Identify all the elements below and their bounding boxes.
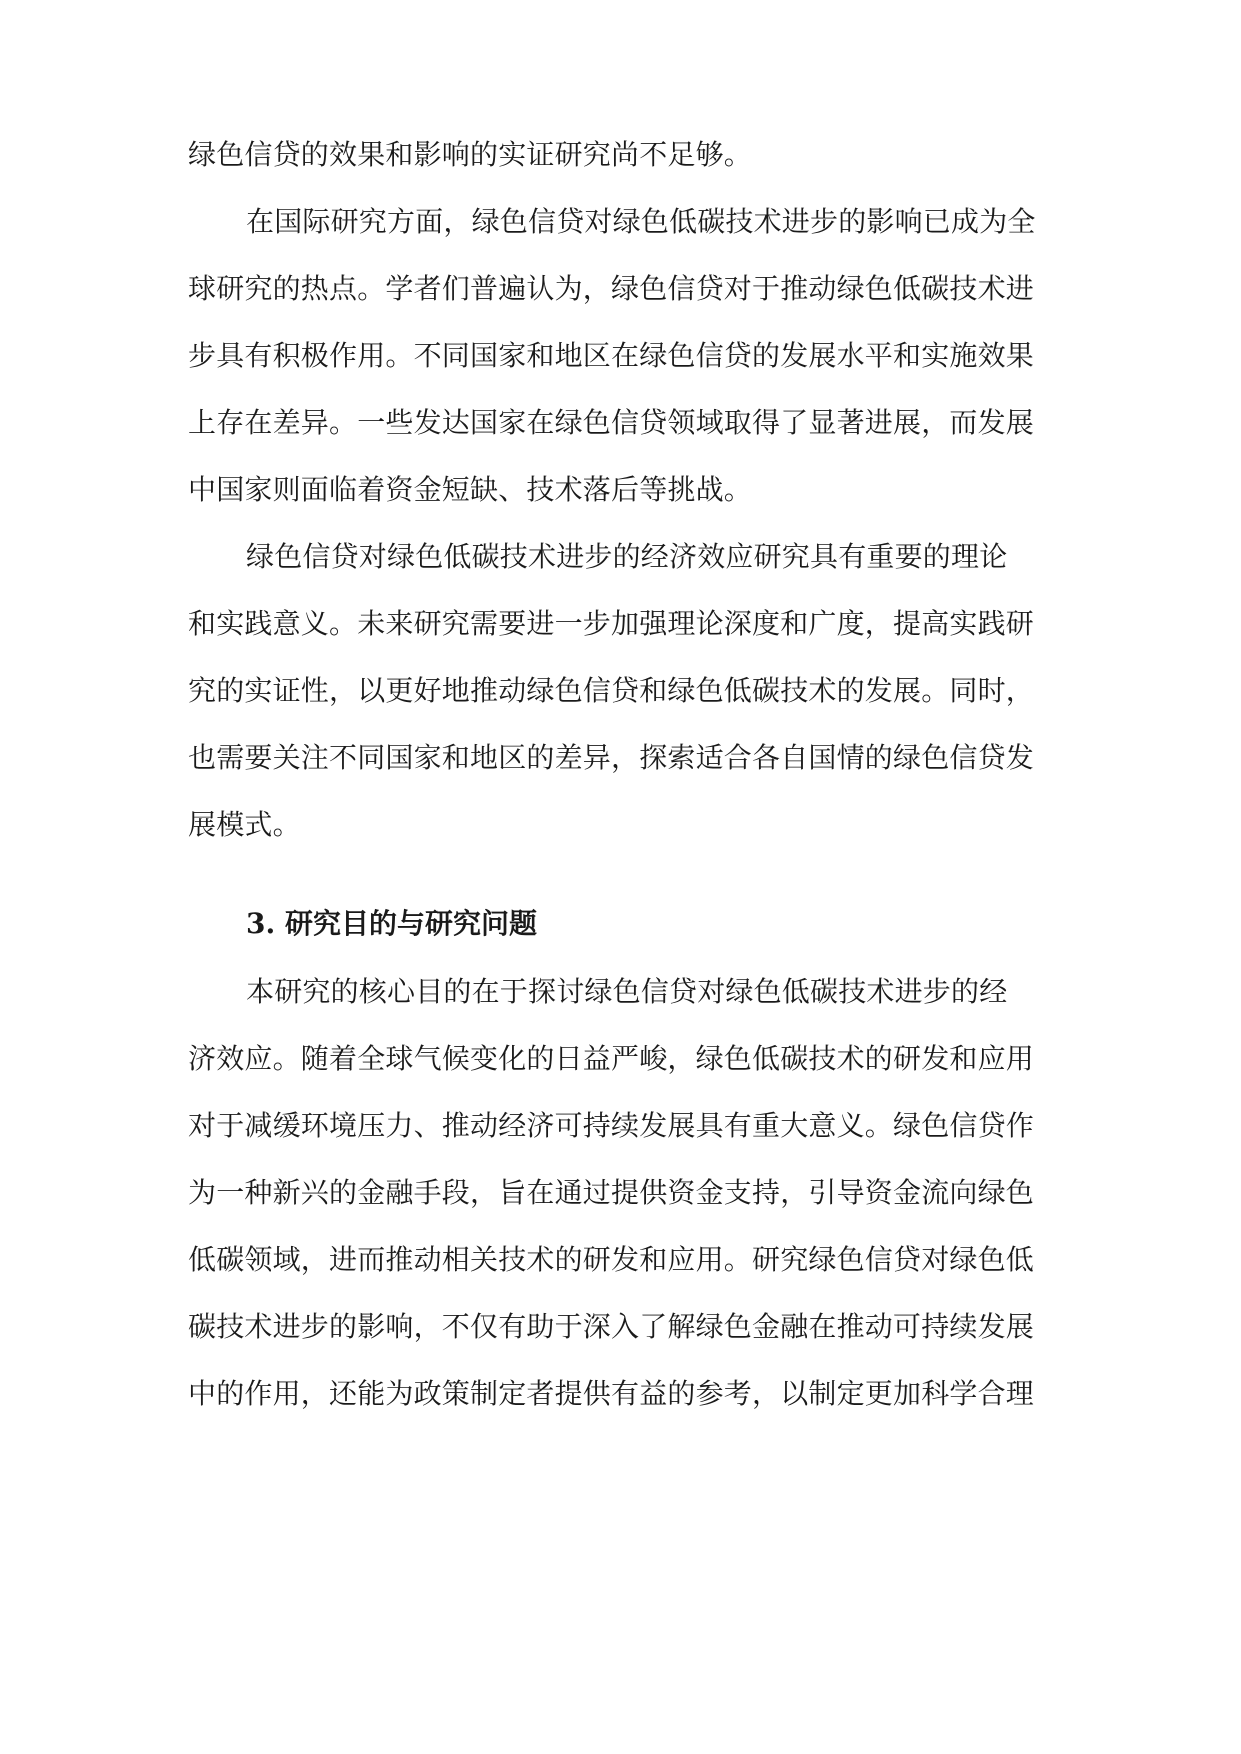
paragraph-line: 本研究的核心目的在于探讨绿色信贷对绿色低碳技术进步的经 — [246, 975, 1008, 1008]
paragraph-line: 也需要关注不同国家和地区的差异，探索适合各自国情的绿色信贷发 — [188, 741, 1035, 774]
paragraph-line: 步具有积极作用。不同国家和地区在绿色信贷的发展水平和实施效果 — [188, 339, 1035, 372]
paragraph-line: 济效应。随着全球气候变化的日益严峻，绿色低碳技术的研发和应用 — [188, 1042, 1035, 1075]
paragraph-line: 展模式。 — [188, 808, 301, 841]
paragraph-line: 球研究的热点。学者们普遍认为，绿色信贷对于推动绿色低碳技术进 — [188, 272, 1035, 305]
paragraph-line: 绿色信贷的效果和影响的实证研究尚不足够。 — [188, 138, 753, 171]
paragraph-line: 中国家则面临着资金短缺、技术落后等挑战。 — [188, 473, 753, 506]
section-heading: 3. 研究目的与研究问题 — [246, 907, 537, 940]
paragraph-line: 为一种新兴的金融手段，旨在通过提供资金支持，引导资金流向绿色 — [188, 1176, 1035, 1209]
paragraph-line: 在国际研究方面，绿色信贷对绿色低碳技术进步的影响已成为全 — [246, 205, 1036, 238]
paragraph-line: 低碳领域，进而推动相关技术的研发和应用。研究绿色信贷对绿色低 — [188, 1243, 1035, 1276]
paragraph-line: 和实践意义。未来研究需要进一步加强理论深度和广度，提高实践研 — [188, 607, 1035, 640]
paragraph-line: 究的实证性，以更好地推动绿色信贷和绿色低碳技术的发展。同时， — [188, 674, 1035, 707]
paragraph-line: 上存在差异。一些发达国家在绿色信贷领域取得了显著进展，而发展 — [188, 406, 1035, 439]
paragraph-line: 碳技术进步的影响，不仅有助于深入了解绿色金融在推动可持续发展 — [188, 1310, 1035, 1343]
paragraph-line: 对于减缓环境压力、推动经济可持续发展具有重大意义。绿色信贷作 — [188, 1109, 1035, 1142]
paragraph-line: 中的作用，还能为政策制定者提供有益的参考，以制定更加科学合理 — [188, 1377, 1035, 1410]
paragraph-line: 绿色信贷对绿色低碳技术进步的经济效应研究具有重要的理论 — [246, 540, 1008, 573]
